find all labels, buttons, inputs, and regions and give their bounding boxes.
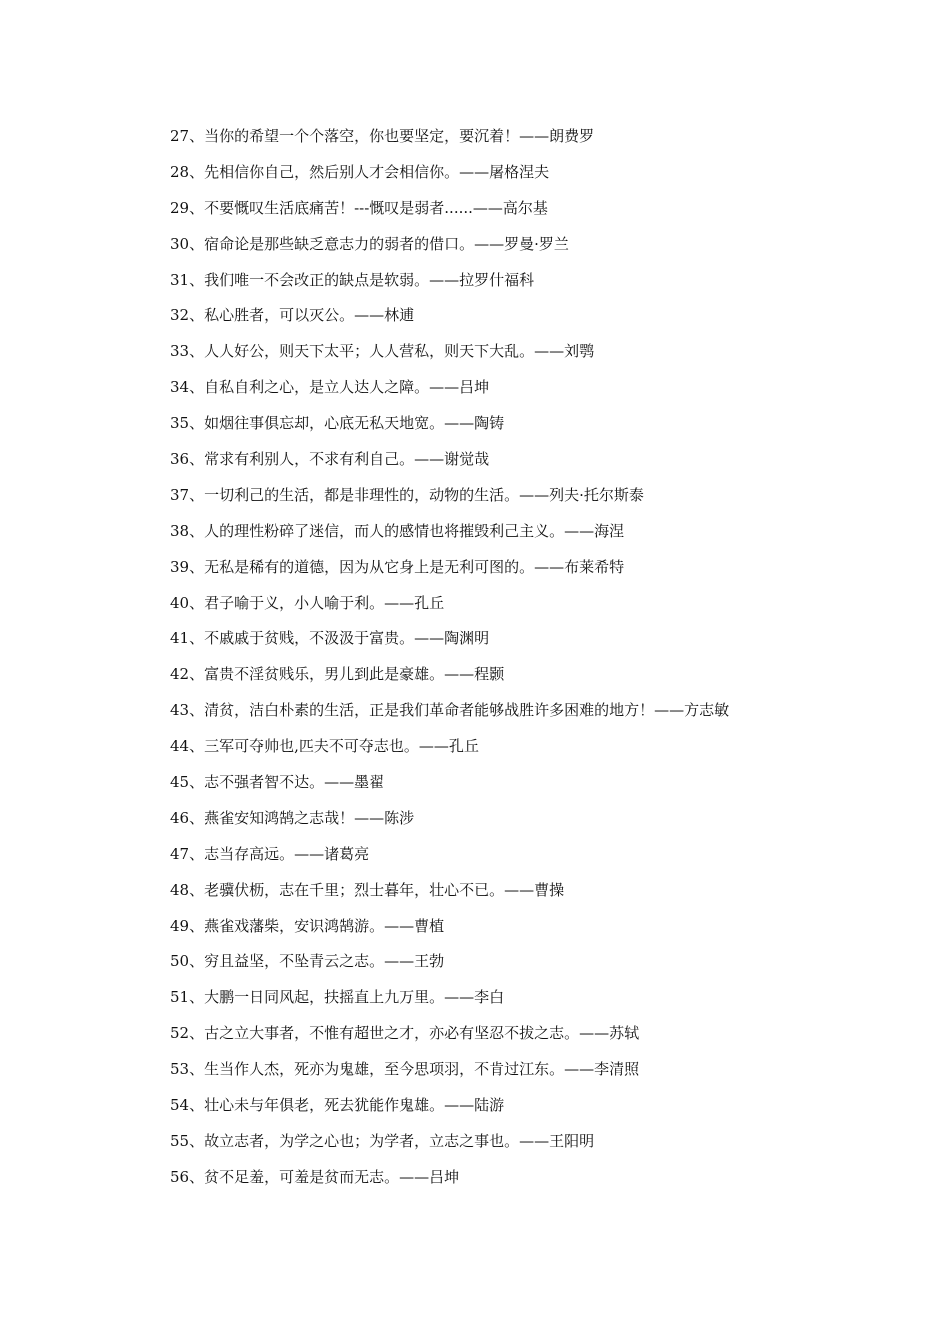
quote-item: 39、无私是稀有的道德，因为从它身上是无利可图的。——布莱希特 [170, 557, 625, 576]
quote-item: 42、富贵不淫贫贱乐，男儿到此是豪雄。——程颢 [170, 665, 505, 684]
quote-item: 40、君子喻于义，小人喻于利。——孔丘 [170, 593, 445, 612]
quote-item: 48、老骥伏枥，志在千里；烈士暮年，壮心不已。——曹操 [170, 880, 565, 899]
quote-item: 36、常求有利别人，不求有利自己。——谢觉哉 [170, 450, 490, 469]
quote-item: 52、古之立大事者，不惟有超世之才，亦必有坚忍不拔之志。——苏轼 [170, 1024, 640, 1043]
quote-item: 29、不要慨叹生活底痛苦！---慨叹是弱者......——高尔基 [170, 198, 548, 217]
quote-item: 38、人的理性粉碎了迷信，而人的感情也将摧毁利己主义。——海涅 [170, 521, 625, 540]
quote-item: 53、生当作人杰，死亦为鬼雄，至今思项羽，不肯过江东。——李清照 [170, 1060, 640, 1079]
quote-item: 51、大鹏一日同风起，扶摇直上九万里。——李白 [170, 988, 505, 1007]
quote-item: 50、穷且益坚，不坠青云之志。——王勃 [170, 952, 445, 971]
quote-item: 55、故立志者，为学之心也；为学者，立志之事也。——王阳明 [170, 1131, 595, 1150]
quote-item: 35、如烟往事俱忘却，心底无私天地宽。——陶铸 [170, 414, 505, 433]
quote-item: 28、先相信你自己，然后别人才会相信你。——屠格涅夫 [170, 162, 550, 181]
quote-item: 46、燕雀安知鸿鹄之志哉！——陈涉 [170, 808, 415, 827]
quote-item: 45、志不强者智不达。——墨翟 [170, 773, 385, 792]
quote-item: 31、我们唯一不会改正的缺点是软弱。——拉罗什福科 [170, 270, 535, 289]
quote-item: 47、志当存高远。——诸葛亮 [170, 844, 370, 863]
quote-list [170, 122, 729, 1199]
quote-item: 43、清贫，洁白朴素的生活，正是我们革命者能够战胜许多困难的地方！——方志敏 [170, 701, 730, 720]
quote-item: 49、燕雀戏藩柴，安识鸿鹄游。——曹植 [170, 916, 445, 935]
quote-item: 32、私心胜者，可以灭公。——林逋 [170, 306, 415, 325]
quote-item: 44、三军可夺帅也,匹夫不可夺志也。——孔丘 [170, 737, 479, 756]
quote-item: 54、壮心未与年俱老，死去犹能作鬼雄。——陆游 [170, 1096, 505, 1115]
quote-item: 27、当你的希望一个个落空，你也要坚定，要沉着！——朗费罗 [170, 127, 595, 145]
quote-item: 41、不戚戚于贫贱，不汲汲于富贵。——陶渊明 [170, 629, 490, 648]
quote-item: 37、一切利己的生活，都是非理性的，动物的生活。——列夫·托尔斯泰 [170, 485, 644, 504]
quote-item: 56、贫不足羞，可羞是贫而无志。——吕坤 [170, 1167, 460, 1186]
quote-item: 33、人人好公，则天下太平；人人营私，则天下大乱。——刘鹗 [170, 342, 595, 361]
quote-item: 30、宿命论是那些缺乏意志力的弱者的借口。——罗曼·罗兰 [170, 234, 569, 253]
quote-item: 34、自私自利之心，是立人达人之障。——吕坤 [170, 378, 490, 397]
